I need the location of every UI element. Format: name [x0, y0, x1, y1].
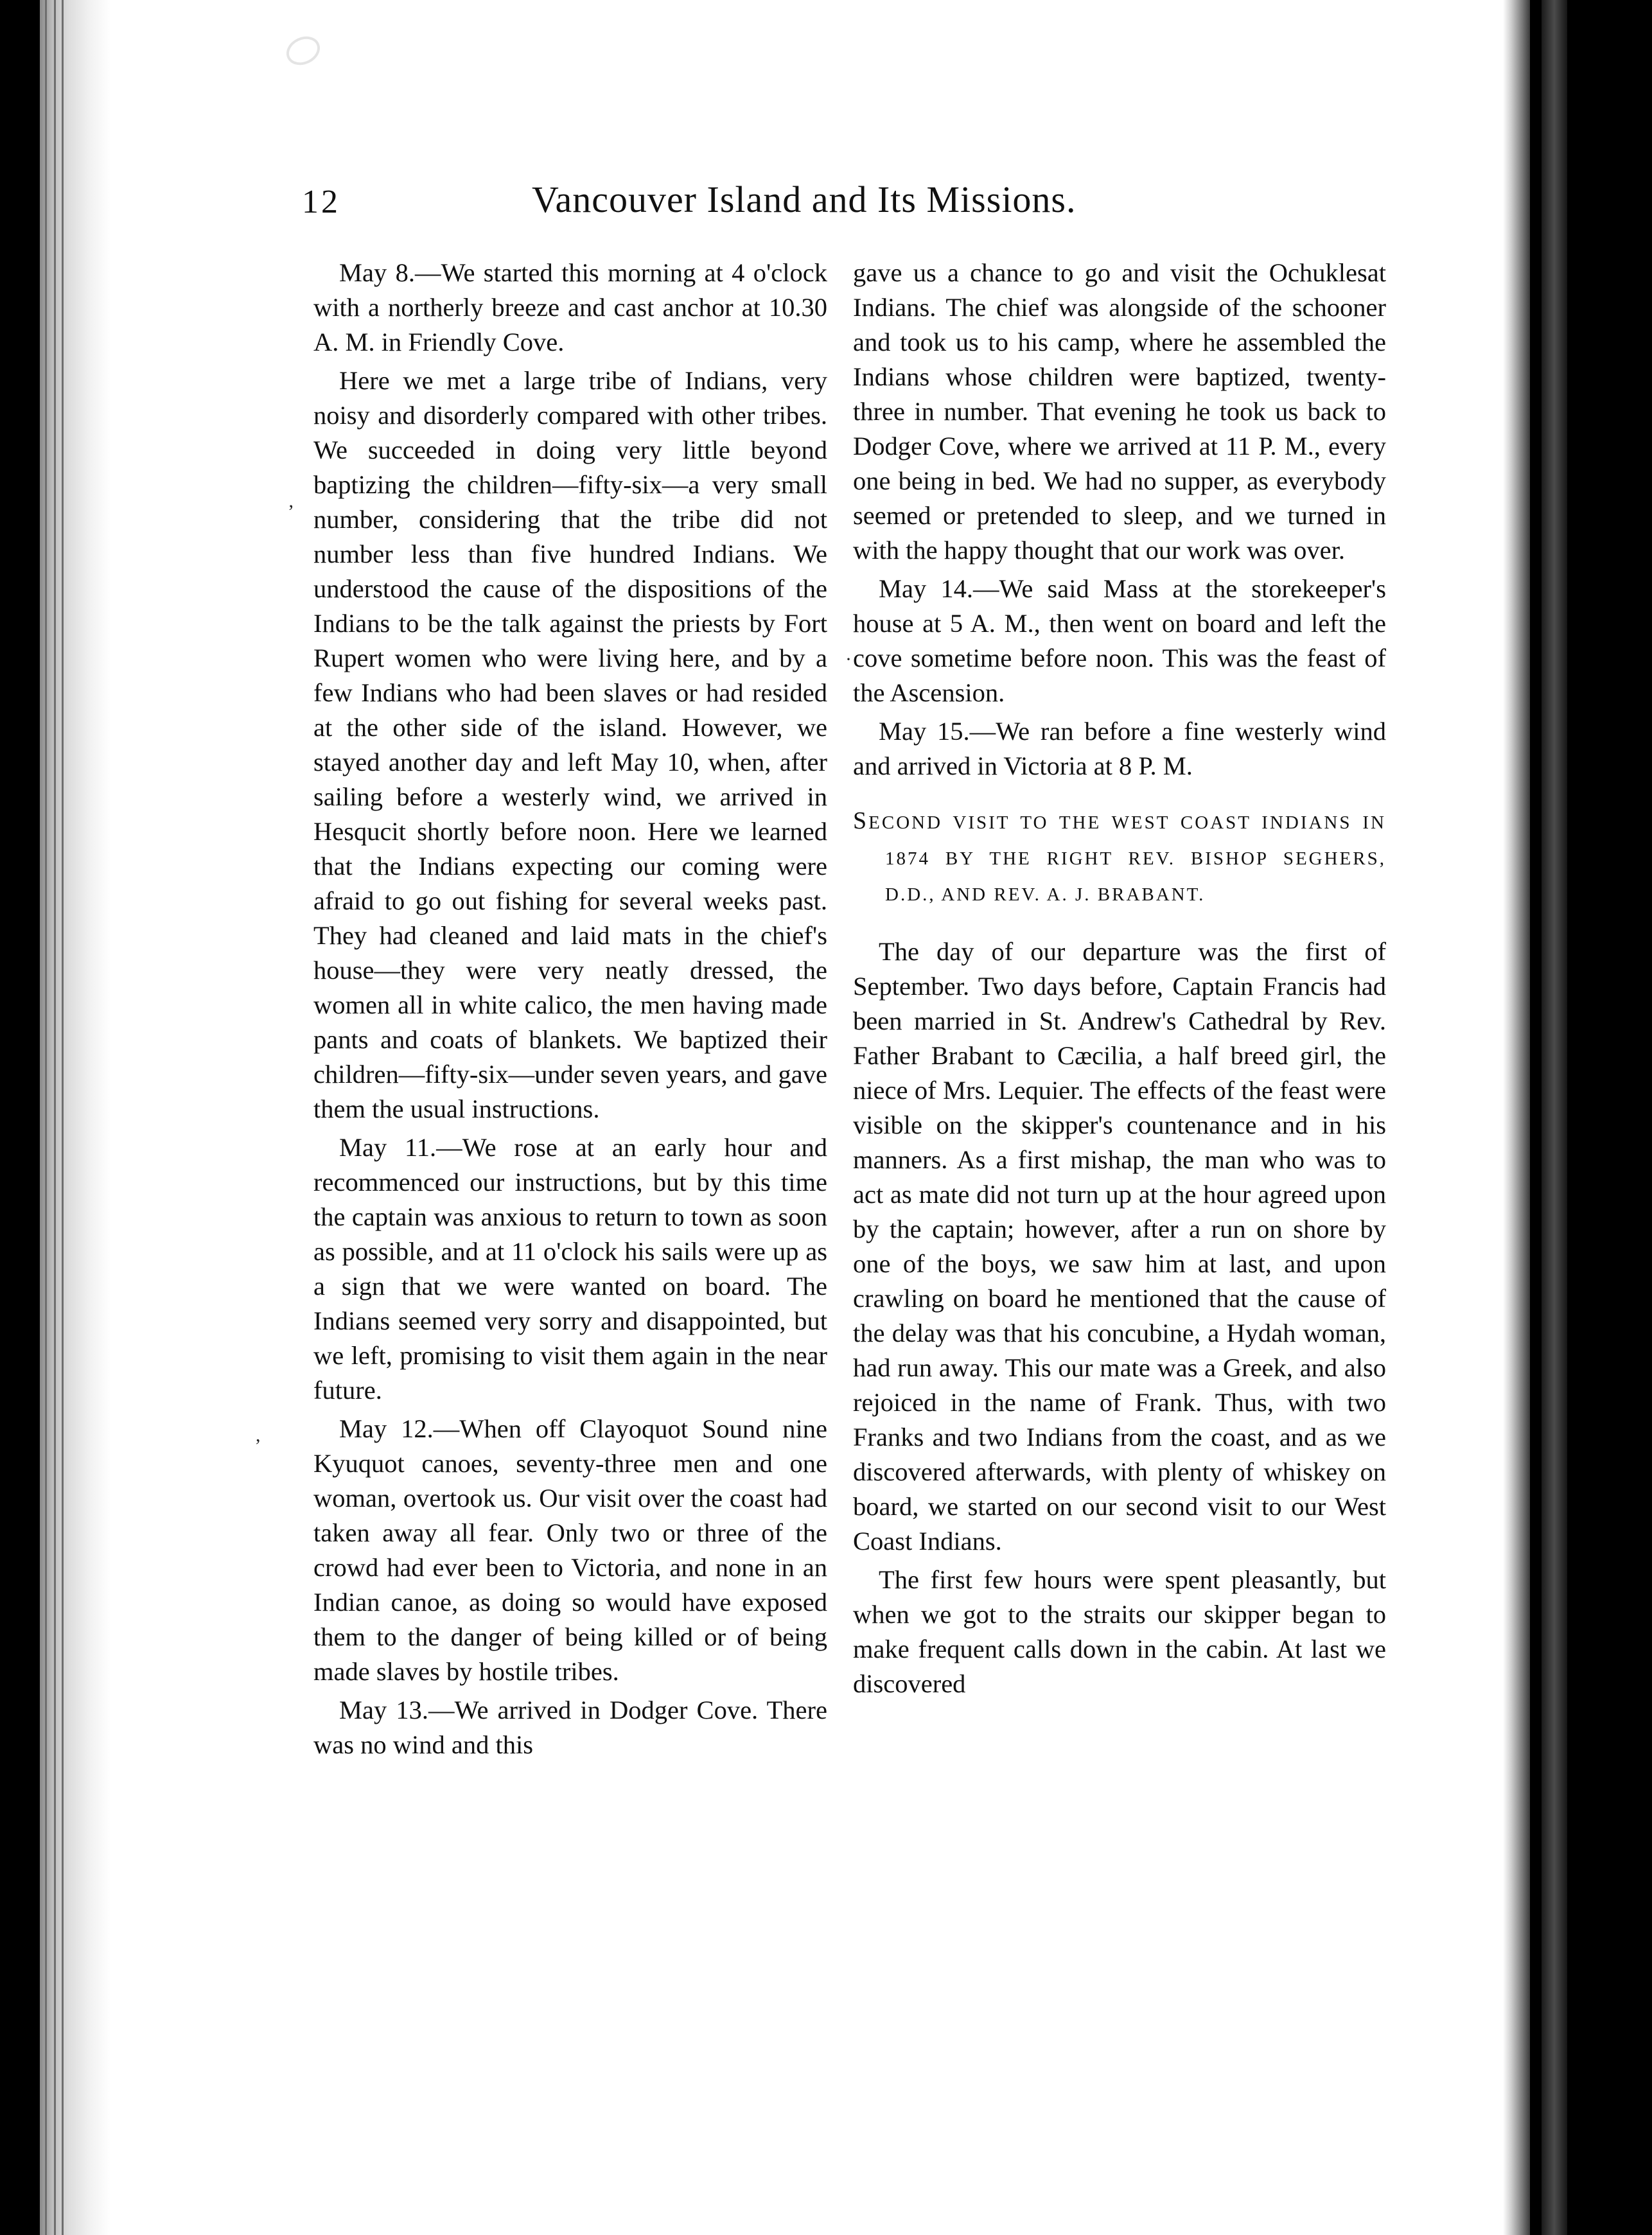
left-column: [313, 256, 827, 1766]
paragraph: May 14.—We said Mass at the storekeeper's house at 5 A. M., then went on board and left the cove sometime before noon. This was the feast of the Ascension.: [853, 574, 1386, 707]
paragraph: May 13.—We arrived in Dodger Cove. There was no wind and this: [313, 1696, 827, 1759]
scan-background: [1530, 0, 1652, 2235]
paragraph: May 12.—When off Clayoquot Sound nine Kyuquot canoes, seventy-three men and one woman, overtook us. Our visit over the coast had taken away all fear. Only two or three of the crowd had ever been to Victoria, and none in an Indian canoe, as doing so would have exposed them to the danger of being killed or of being made slaves by hostile tribes.: [313, 1414, 827, 1686]
stray-mark: ·: [845, 649, 852, 670]
page-gutter-shadow: [1503, 0, 1530, 2235]
edge-line: [62, 0, 64, 2235]
edge-line: [54, 0, 56, 2235]
section-heading: [853, 803, 1386, 913]
section-heading-text: ECOND VISIT TO THE WEST COAST INDIANS IN 1874 BY THE RIGHT REV. BISHOP SEGHERS, D.D., AND REV. A. J. BRABANT.: [868, 812, 1386, 905]
running-title: Vancouver Island and Its Missions.: [532, 179, 1076, 220]
paragraph: May 15.—We ran before a fine westerly wind and arrived in Victoria at 8 P. M.: [853, 717, 1386, 780]
paragraph: The first few hours were spent pleasantly, but when we got to the straits our skipper began to make frequent calls down in the cabin. At last we discovered: [853, 1565, 1386, 1698]
page-header: [302, 179, 1394, 228]
section-heading-initial: S: [853, 807, 869, 834]
paragraph: gave us a chance to go and visit the Ochuklesat Indians. The chief was alongside of the schooner and took us to his camp, where he assembled the Indians whose children were baptized, twenty-three in number. That evening he took us back to Dodger Cove, where we arrived at 11 P. M., every one being in bed. We had no supper, as everybody seemed or pretended to sleep, and we turned in with the happy thought that our work was over.: [853, 258, 1386, 565]
stray-mark: ,: [256, 1424, 261, 1446]
paragraph: May 8.—We started this morning at 4 o'clock with a northerly breeze and cast anchor at 10.30 A. M. in Friendly Cove.: [313, 258, 827, 356]
edge-line: [45, 0, 47, 2235]
stray-mark: ’: [288, 501, 294, 522]
paragraph: May 11.—We rose at an early hour and recommenced our instructions, but by this time the captain was anxious to return to town as soon as possible, and at 11 o'clock his sails were up as a sign that we were wanted on board. The Indians seemed very sorry and disappointed, but we left, promising to visit them again in the near future.: [313, 1133, 827, 1405]
page-binding-edge: [40, 0, 110, 2235]
paragraph: The day of our departure was the first of September. Two days before, Captain Francis had been married in St. Andrew's Cathedral by Rev. Father Brabant to Cæcilia, a half breed girl, the niece of Mrs. Lequier. The effects of the feast were visible on the skipper's countenance and in his manners. As a first mishap, the man who was to act as mate did not turn up at the hour agreed upon by the captain; however, after a run on shore by one of the boys, we saw him at last, and upon crawling on board he mentioned that the cause of the delay was that his concubine, a Hydah woman, had run away. This our mate was a Greek, and also rejoiced in the name of Frank. Thus, with two Franks and two Indians from the coast, and as we discovered afterwards, with plenty of whiskey on board, we started on our second visit to our West Coast Indians.: [853, 937, 1386, 1556]
page-number: 12: [302, 184, 340, 220]
paragraph: Here we met a large tribe of Indians, very noisy and disorderly compared with other tribes. We succeeded in doing very little beyond baptizing the children—fifty-six—a very small number, considering that the tribe did not number less than five hundred Indians. We understood the cause of the dispositions of the Indians to be the talk against the priests by Fort Rupert women who were living here, and by a few Indians who had been slaves or had resided at the other side of the island. However, we stayed another day and left May 10, when, after sailing before a westerly wind, we arrived in Hesqucit shortly before noon. Here we learned that the Indians expecting our coming were afraid to go out fishing for several weeks past. They had cleaned and laid mats in the chief's house—they were very neatly dressed, the women all in white calico, the men having made pants and coats of blankets. We baptized their children—fifty-six—under seven years, and gave them the usual instructions.: [313, 366, 827, 1123]
scan-edge-stripe: [1542, 0, 1567, 2235]
right-column: [853, 256, 1386, 1705]
